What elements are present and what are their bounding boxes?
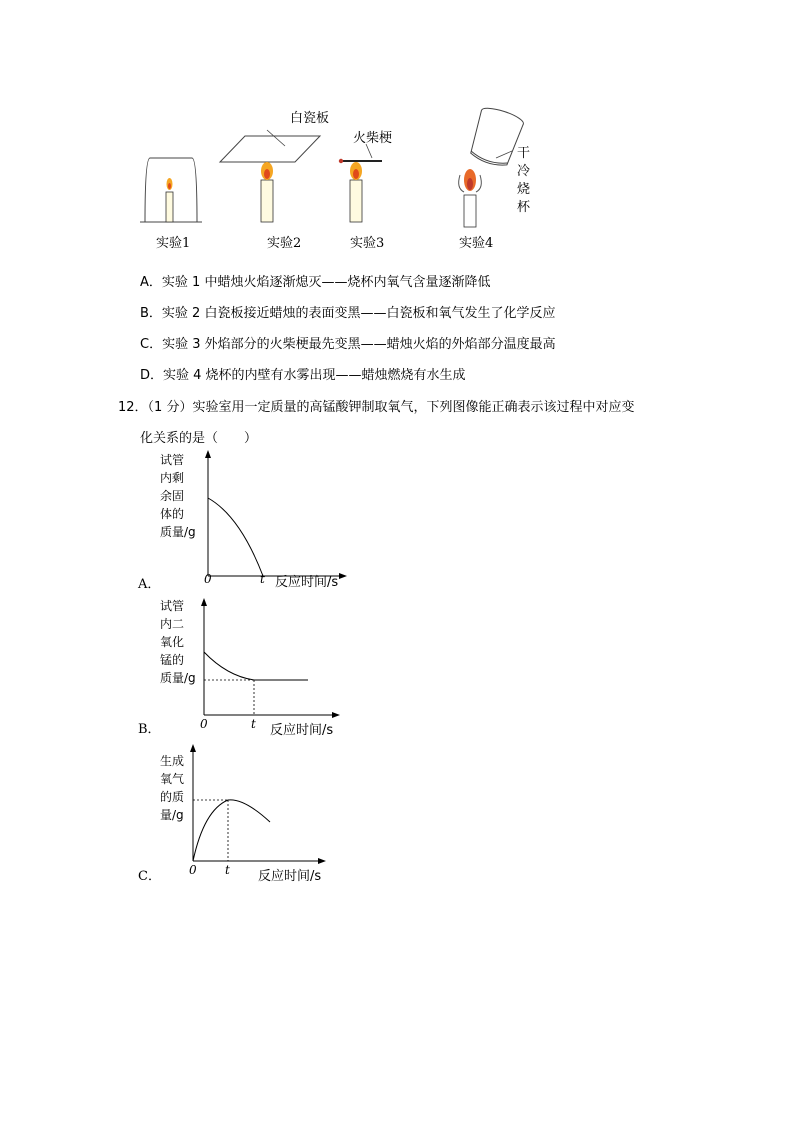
experiment2-label: 实验2 [267,236,302,251]
graph-b-ylabel: 试管 内二 氧化 锰的 质量/g [160,599,196,685]
graph-a-origin: 0 [204,572,212,586]
experiment1-label: 实验1 [156,236,191,251]
option-text: 实验 2 白瓷板接近蜡烛的表面变黑——白瓷板和氧气发生了化学反应 [161,306,556,321]
y-axis-arrow [190,744,196,752]
option-text: 实验 3 外焰部分的火柴梗最先变黑——蜡烛火焰的外焰部分温度最高 [162,337,556,352]
graph-b-t: t [251,717,256,731]
x-axis-arrow [318,858,326,864]
experiment3-label: 实验3 [350,236,385,251]
q11-option-d [140,364,466,383]
graph-b-origin: 0 [200,717,208,731]
curve-b [204,652,308,680]
match-label: 火柴梗 [353,131,393,146]
graph-c-letter: C． [138,869,161,884]
curve-a [208,498,263,576]
q12-stem-line2: 化关系的是（ ） [140,431,258,446]
x-axis-arrow [332,712,340,718]
x-axis-arrow [339,573,347,579]
y-axis-arrow [201,598,207,606]
experiment1-diagram [140,158,202,222]
graph-c-ylabel: 生成 氧气 的质 量/g [160,754,185,822]
option-letter: D． [140,368,164,383]
experiment4-label: 实验4 [459,236,494,251]
plate-label: 白瓷板 [290,111,330,126]
beaker-label: 干 冷 烧 杯 [517,146,531,215]
y-axis-arrow [205,450,211,458]
option-letter: A． [140,275,162,290]
option-text: 实验 1 中蜡烛火焰逐渐熄灭——烧杯内氧气含量逐渐降低 [161,275,491,290]
option-letter: C． [140,337,163,352]
graph-b-letter: B． [138,722,161,737]
graph-a-t: t [260,572,265,586]
graph-a-xlabel: 反应时间/s [275,575,339,590]
graph-c [180,740,340,870]
graph-c-t: t [225,863,230,877]
q11-option-b [140,302,555,321]
graph-b [192,594,352,724]
graph-a-letter: A． [138,577,161,592]
option-letter: B． [140,306,162,321]
q11-option-a [140,271,490,290]
experiment4-diagram [459,105,526,227]
graph-b-xlabel: 反应时间/s [270,723,334,738]
option-text: 实验 4 烧杯的内壁有水雾出现——蜡烛燃烧有水生成 [163,368,466,383]
experiment3-diagram [339,144,382,222]
q11-option-c [140,333,556,352]
graph-c-xlabel: 反应时间/s [258,869,322,884]
graph-a-ylabel: 试管 内剩 余固 体的 质量/g [160,453,196,539]
curve-c [193,800,270,861]
experiment2-diagram [220,130,320,222]
graph-c-origin: 0 [189,863,197,877]
q12-stem-line1: 12．（1 分）实验室用一定质量的高锰酸钾制取氧气，下列图像能正确表示该过程中对应变 [118,400,635,415]
